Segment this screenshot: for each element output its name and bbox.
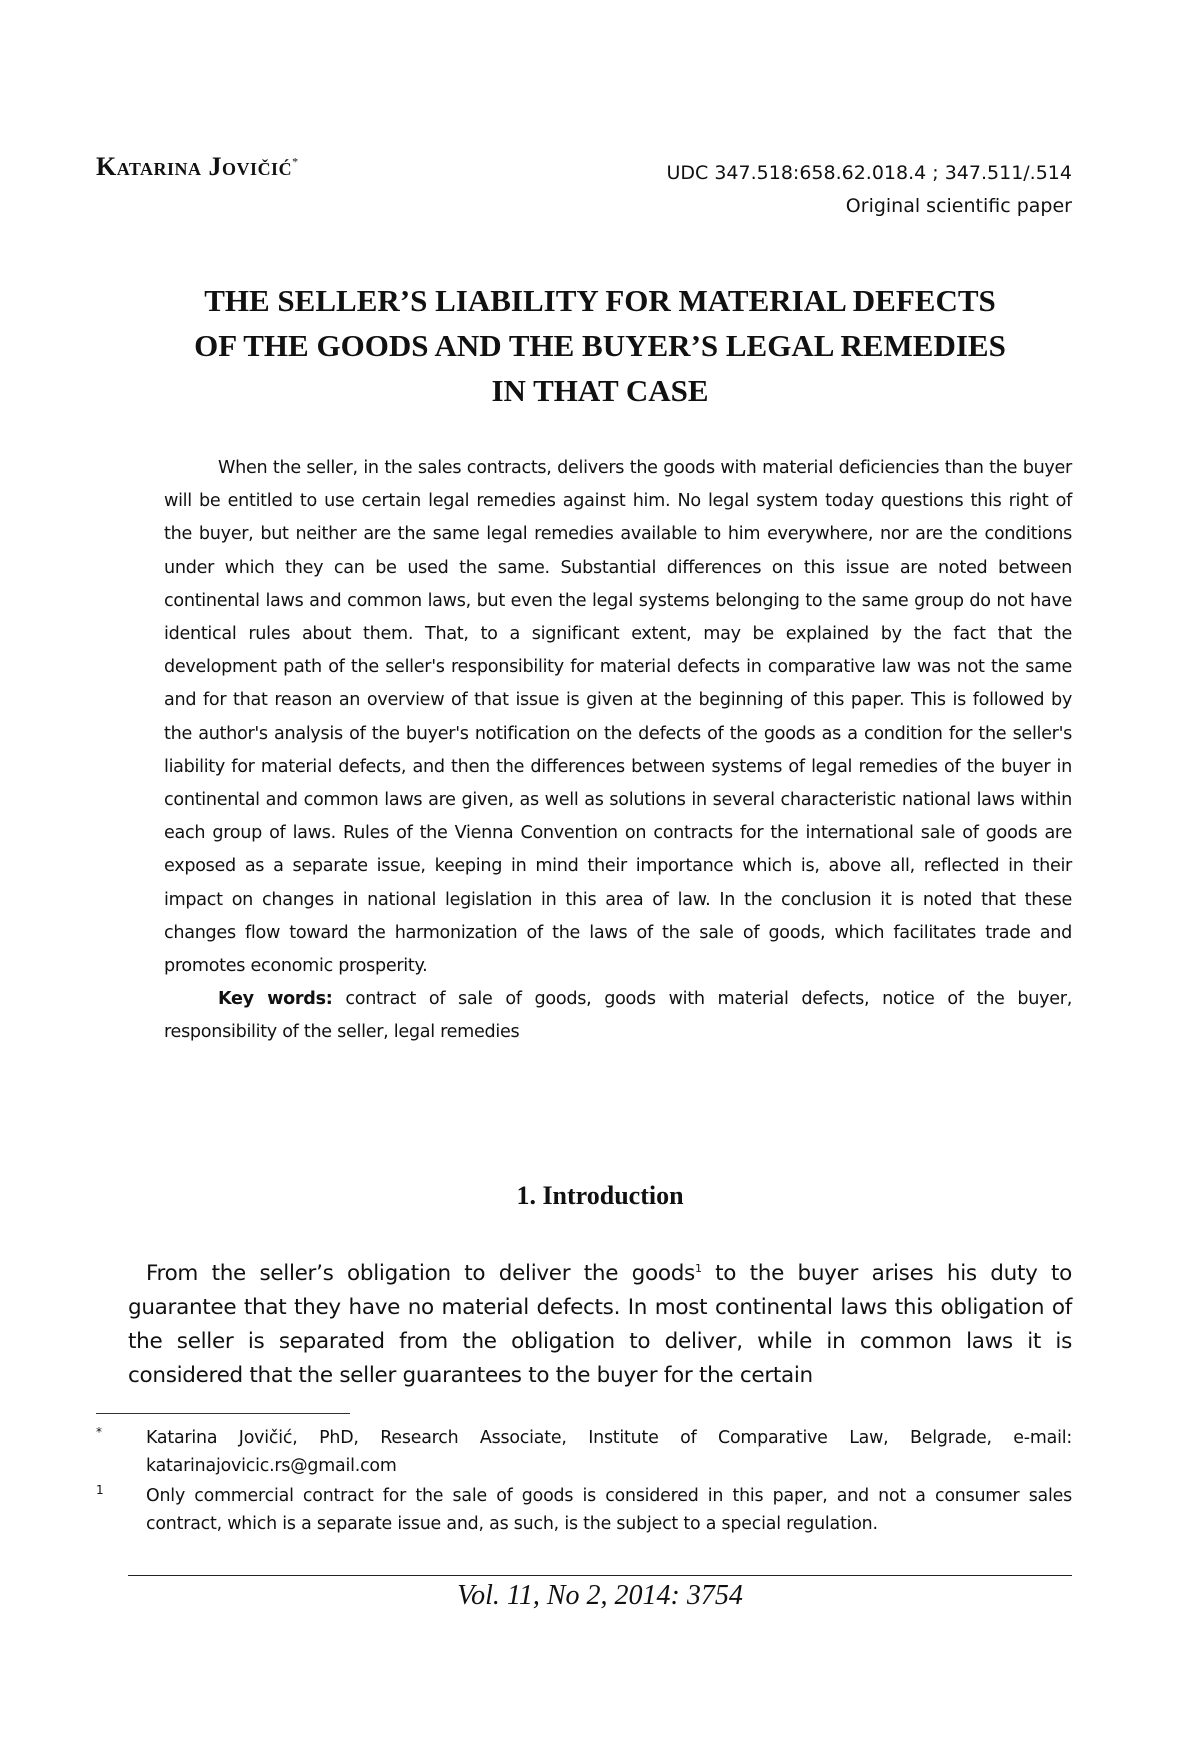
author-footnote-mark: * bbox=[292, 154, 299, 169]
footer-rule bbox=[128, 1575, 1072, 1576]
footnote-separator bbox=[96, 1413, 350, 1414]
abstract bbox=[164, 452, 1072, 1050]
author-name bbox=[96, 152, 299, 182]
author-name-text: Katarina Jovičić bbox=[96, 152, 293, 181]
title-line-2: OF THE GOODS AND THE BUYER’S LEGAL REMEDIES bbox=[194, 328, 1006, 363]
footnote-author bbox=[96, 1424, 1072, 1480]
udc-code: UDC 347.518:658.62.018.4 ; 347.511/.514 bbox=[666, 162, 1072, 184]
footnote-ref-1[interactable]: 1 bbox=[694, 1262, 702, 1275]
title-line-3: IN THAT CASE bbox=[491, 373, 709, 408]
footnote-mark: * bbox=[96, 1425, 102, 1439]
paper-type: Original scientific paper bbox=[845, 195, 1072, 217]
body-paragraph bbox=[128, 1252, 1072, 1393]
keywords-label: Key words: bbox=[218, 989, 333, 1010]
title-line-1: THE SELLER’S LIABILITY FOR MATERIAL DEFECTS bbox=[204, 283, 996, 318]
classification-block bbox=[667, 157, 1073, 223]
section-heading: 1. Introduction bbox=[516, 1181, 684, 1210]
body-text-part-1: From the seller’s obligation to deliver the goods bbox=[146, 1261, 695, 1287]
keywords-list: contract of sale of goods, goods with material defects, notice of the buyer, responsibility of the seller, legal remedies bbox=[164, 989, 1072, 1043]
footnote-1 bbox=[96, 1482, 1072, 1538]
keywords bbox=[164, 983, 1072, 1049]
footnote-text: Katarina Jovičić, PhD, Research Associate, Institute of Comparative Law, Belgrade, e-mail: katarinajovicic.rs@gmail.com bbox=[146, 1428, 1072, 1476]
footnote-text: Only commercial contract for the sale of goods is considered in this paper, and not a consumer sales contract, which is a separate issue and, as such, is the subject to a special regulation. bbox=[146, 1486, 1072, 1534]
paper-title bbox=[100, 278, 1100, 413]
journal-citation: Vol. 11, No 2, 2014: 3754 bbox=[457, 1580, 743, 1611]
footnotes bbox=[96, 1424, 1072, 1540]
abstract-text: When the seller, in the sales contracts, delivers the goods with material deficiencies than the buyer will be entitled to use certain legal remedies against him. No legal system today questions this right of the buyer, but neither are the same legal remedies available to him everywhere, nor are the conditions under which they can be used the same. Substantial differences on this issue are noted between continental laws and common laws, but even the legal systems belonging to the same group do not have identical rules about them. That, to a significant extent, may be explained by the fact that the development path of the seller's responsibility for material defects in comparative law was not the same and for that reason an overview of that issue is given at the beginning of this paper. This is followed by the author's analysis of the buyer's notification on the defects of the goods as a condition for the seller's liability for material defects, and then the differences between systems of legal remedies of the buyer in continental and common laws are given, as well as solutions in several characteristic national laws within each group of laws. Rules of the Vienna Convention on contracts for the international sale of goods are exposed as a separate issue, keeping in mind their importance which is, above all, reflected in their impact on changes in national legislation in this area of law. In the conclusion it is noted that these changes flow toward the harmonization of the laws of the sale of goods, which facilitates trade and promotes economic prosperity. bbox=[164, 458, 1072, 977]
body-text-part-2: to the buyer arises his duty to guarantee that they have no material defects. In most continental laws this obligation of the seller is separated from the obligation to deliver, while in common laws it is considered that the seller guarantees to the buyer for the certain bbox=[128, 1261, 1072, 1389]
footnote-mark: 1 bbox=[96, 1483, 104, 1497]
